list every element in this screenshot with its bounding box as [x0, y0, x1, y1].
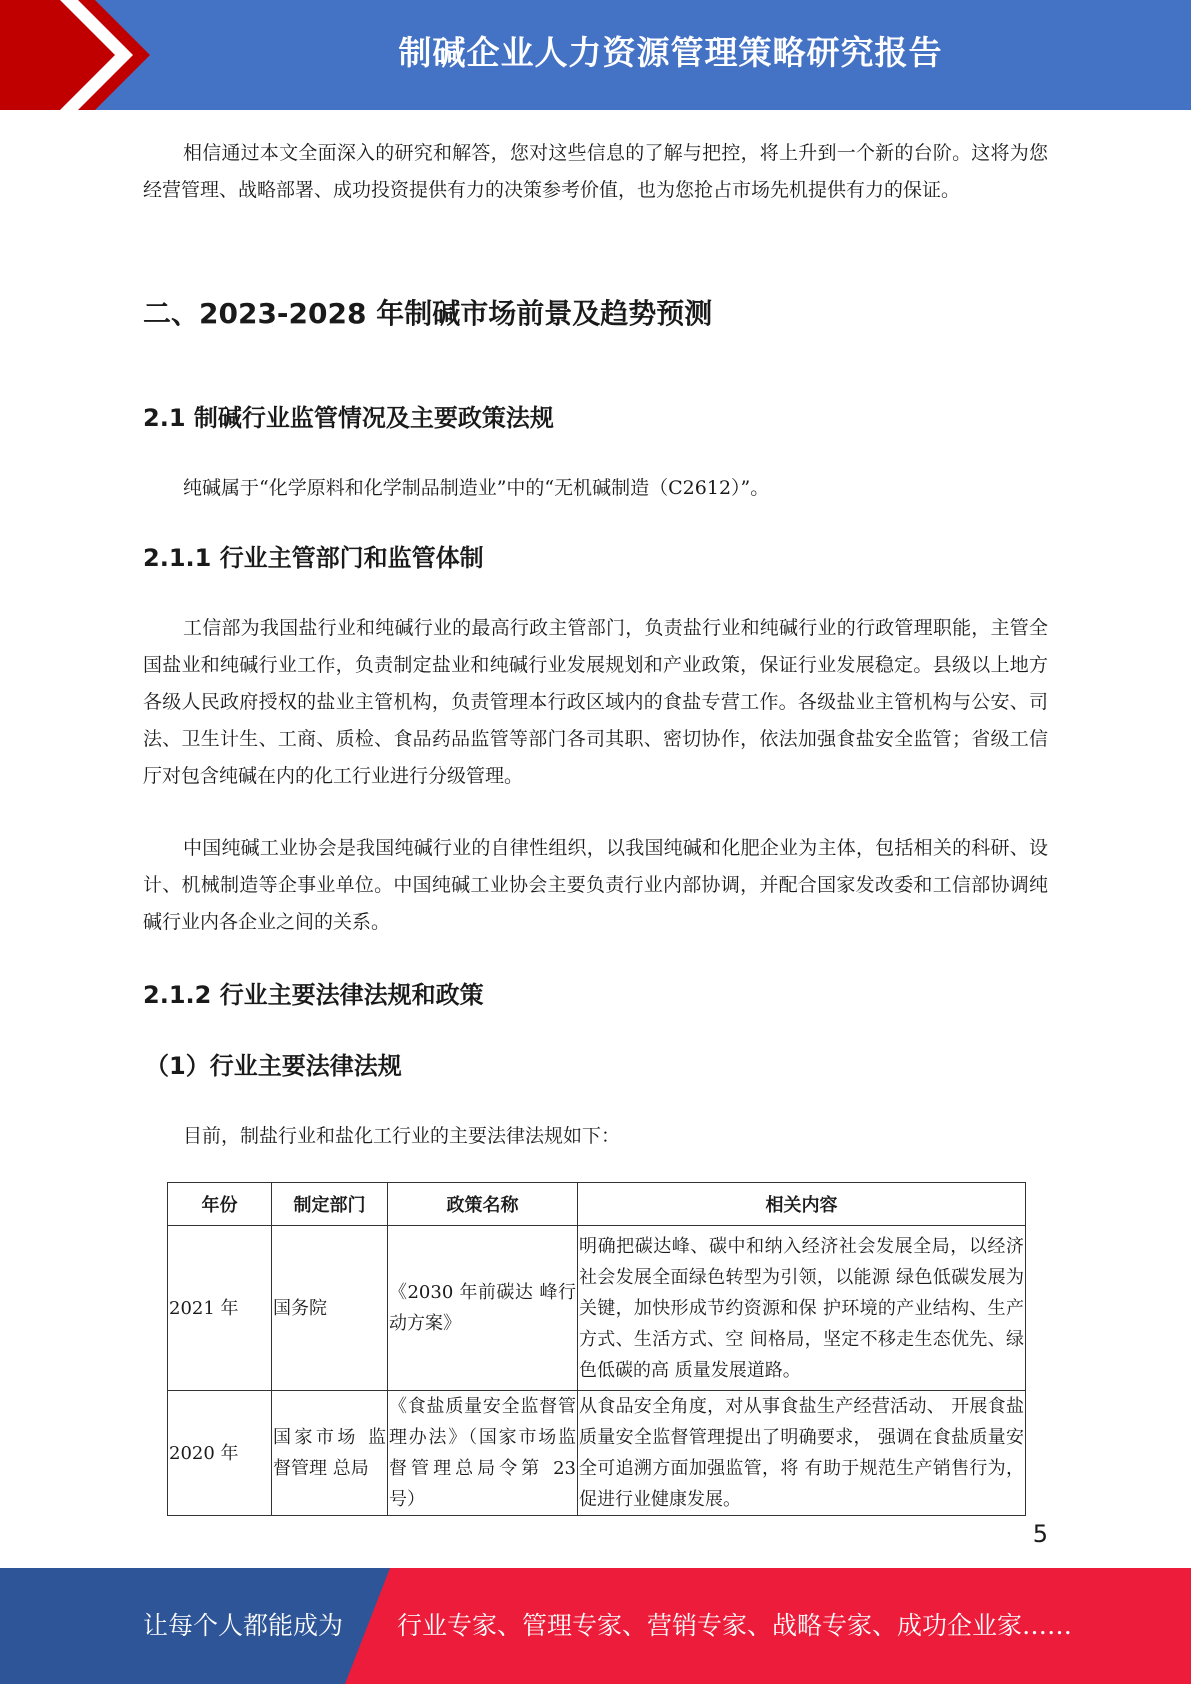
laws-intro-paragraph: 目前，制盐行业和盐化工行业的主要法律法规如下：	[183, 1125, 621, 1147]
footer-slogan-right: 行业专家、管理专家、营销专家、战略专家、成功企业家……	[397, 1611, 1073, 1640]
cell-content: 明确把碳达峰、碳中和纳入经济社会发展全局，以经济社会发展全面绿色转型为引领，以能源 绿色低碳发展为关键，加快形成节约资源和保 护环境的产业结构、生产方式、生活方式、空 间格局，坚定不移走生态优先、绿色低碳的高 质量发展道路。	[578, 1226, 1026, 1391]
header-content: 相关内容	[578, 1183, 1026, 1226]
subsection-2-1-heading: 2.1 制碱行业监管情况及主要政策法规	[143, 404, 554, 432]
subsection-2-1-1-paragraph-1: 工信部为我国盐行业和纯碱行业的最高行政主管部门，负责盐行业和纯碱行业的行政管理职能，主管全国盐业和纯碱行业工作，负责制定盐业和纯碱行业发展规划和产业政策，保证行业发展稳定。县级以上地方各级人民政府授权的盐业主管机构，负责管理本行政区域内的食盐专营工作。各级盐业主管机构与公安、司法、卫生计生、工商、质检、食品药品监管等部门各司其职、密切协作，依法加强食盐安全监管；省级工信厅对包含纯碱在内的化工行业进行分级管理。	[143, 617, 1048, 787]
subsection-2-1-1	[143, 538, 1048, 573]
cell-year: 2020 年	[168, 1391, 272, 1516]
subsection-2-1-2	[143, 975, 1048, 1010]
report-title: 制碱企业人力资源管理策略研究报告	[398, 33, 943, 72]
page-number: 5	[1032, 1520, 1048, 1548]
cell-dept: 国务院	[272, 1226, 388, 1391]
table-row	[168, 1226, 1026, 1391]
footer-slogan-left: 让每个人都能成为	[143, 1611, 344, 1640]
section-heading-block	[143, 292, 1048, 332]
cell-year: 2021 年	[168, 1226, 272, 1391]
subsection-2-1-1-text2	[143, 830, 1048, 941]
subsection-2-1-paragraph: 纯碱属于“化学原料和化学制品制造业”中的“无机碱制造（C2612）”。	[183, 477, 770, 499]
section-2-heading: 二、2023-2028 年制碱市场前景及趋势预测	[143, 297, 713, 330]
laws-table	[167, 1182, 1026, 1516]
subsection-2-1-2-sub1	[145, 1046, 1050, 1081]
header-policy: 政策名称	[388, 1183, 578, 1226]
cell-dept: 国家市场 监督管理 总局	[272, 1391, 388, 1516]
page-footer	[0, 1568, 1191, 1684]
laws-intro-block	[143, 1118, 1048, 1155]
page-header	[0, 0, 1191, 110]
subsection-2-1-2-heading: 2.1.2 行业主要法律法规和政策	[143, 981, 484, 1009]
header-arrow-decoration	[0, 0, 150, 110]
table-header-row	[168, 1183, 1026, 1226]
header-year: 年份	[168, 1183, 272, 1226]
subsection-2-1-text	[143, 470, 1048, 507]
header-dept: 制定部门	[272, 1183, 388, 1226]
subsection-2-1-1-paragraph-2: 中国纯碱工业协会是我国纯碱行业的自律性组织，以我国纯碱和化肥企业为主体，包括相关的科研、设计、机械制造等企事业单位。中国纯碱工业协会主要负责行业内部协调，并配合国家发改委和工信部协调纯碱行业内各企业之间的关系。	[143, 837, 1048, 933]
laws-regulations-heading: （1）行业主要法律法规	[145, 1052, 402, 1080]
cell-content: 从食品安全角度，对从事食盐生产经营活动、 开展食盐质量安全监督管理提出了明确要求， 强调在食盐质量安全可追溯方面加强监管，将 有助于规范生产销售行为，促进行业健康发展。	[578, 1391, 1026, 1516]
subsection-2-1-1-heading: 2.1.1 行业主管部门和监管体制	[143, 544, 484, 572]
subsection-2-1-1-text1	[143, 610, 1048, 795]
intro-paragraph: 相信通过本文全面深入的研究和解答，您对这些信息的了解与把控，将上升到一个新的台阶。这将为您经营管理、战略部署、成功投资提供有力的决策参考价值，也为您抢占市场先机提供有力的保证。	[143, 142, 1048, 201]
subsection-2-1	[143, 398, 1048, 433]
cell-policy: 《食盐质量安全监督管理办法》（国家市场监督管理总局令第 23 号）	[388, 1391, 578, 1516]
cell-policy: 《2030 年前碳达 峰行动方案》	[388, 1226, 578, 1391]
intro-paragraph-block	[143, 135, 1048, 209]
table-row	[168, 1391, 1026, 1516]
